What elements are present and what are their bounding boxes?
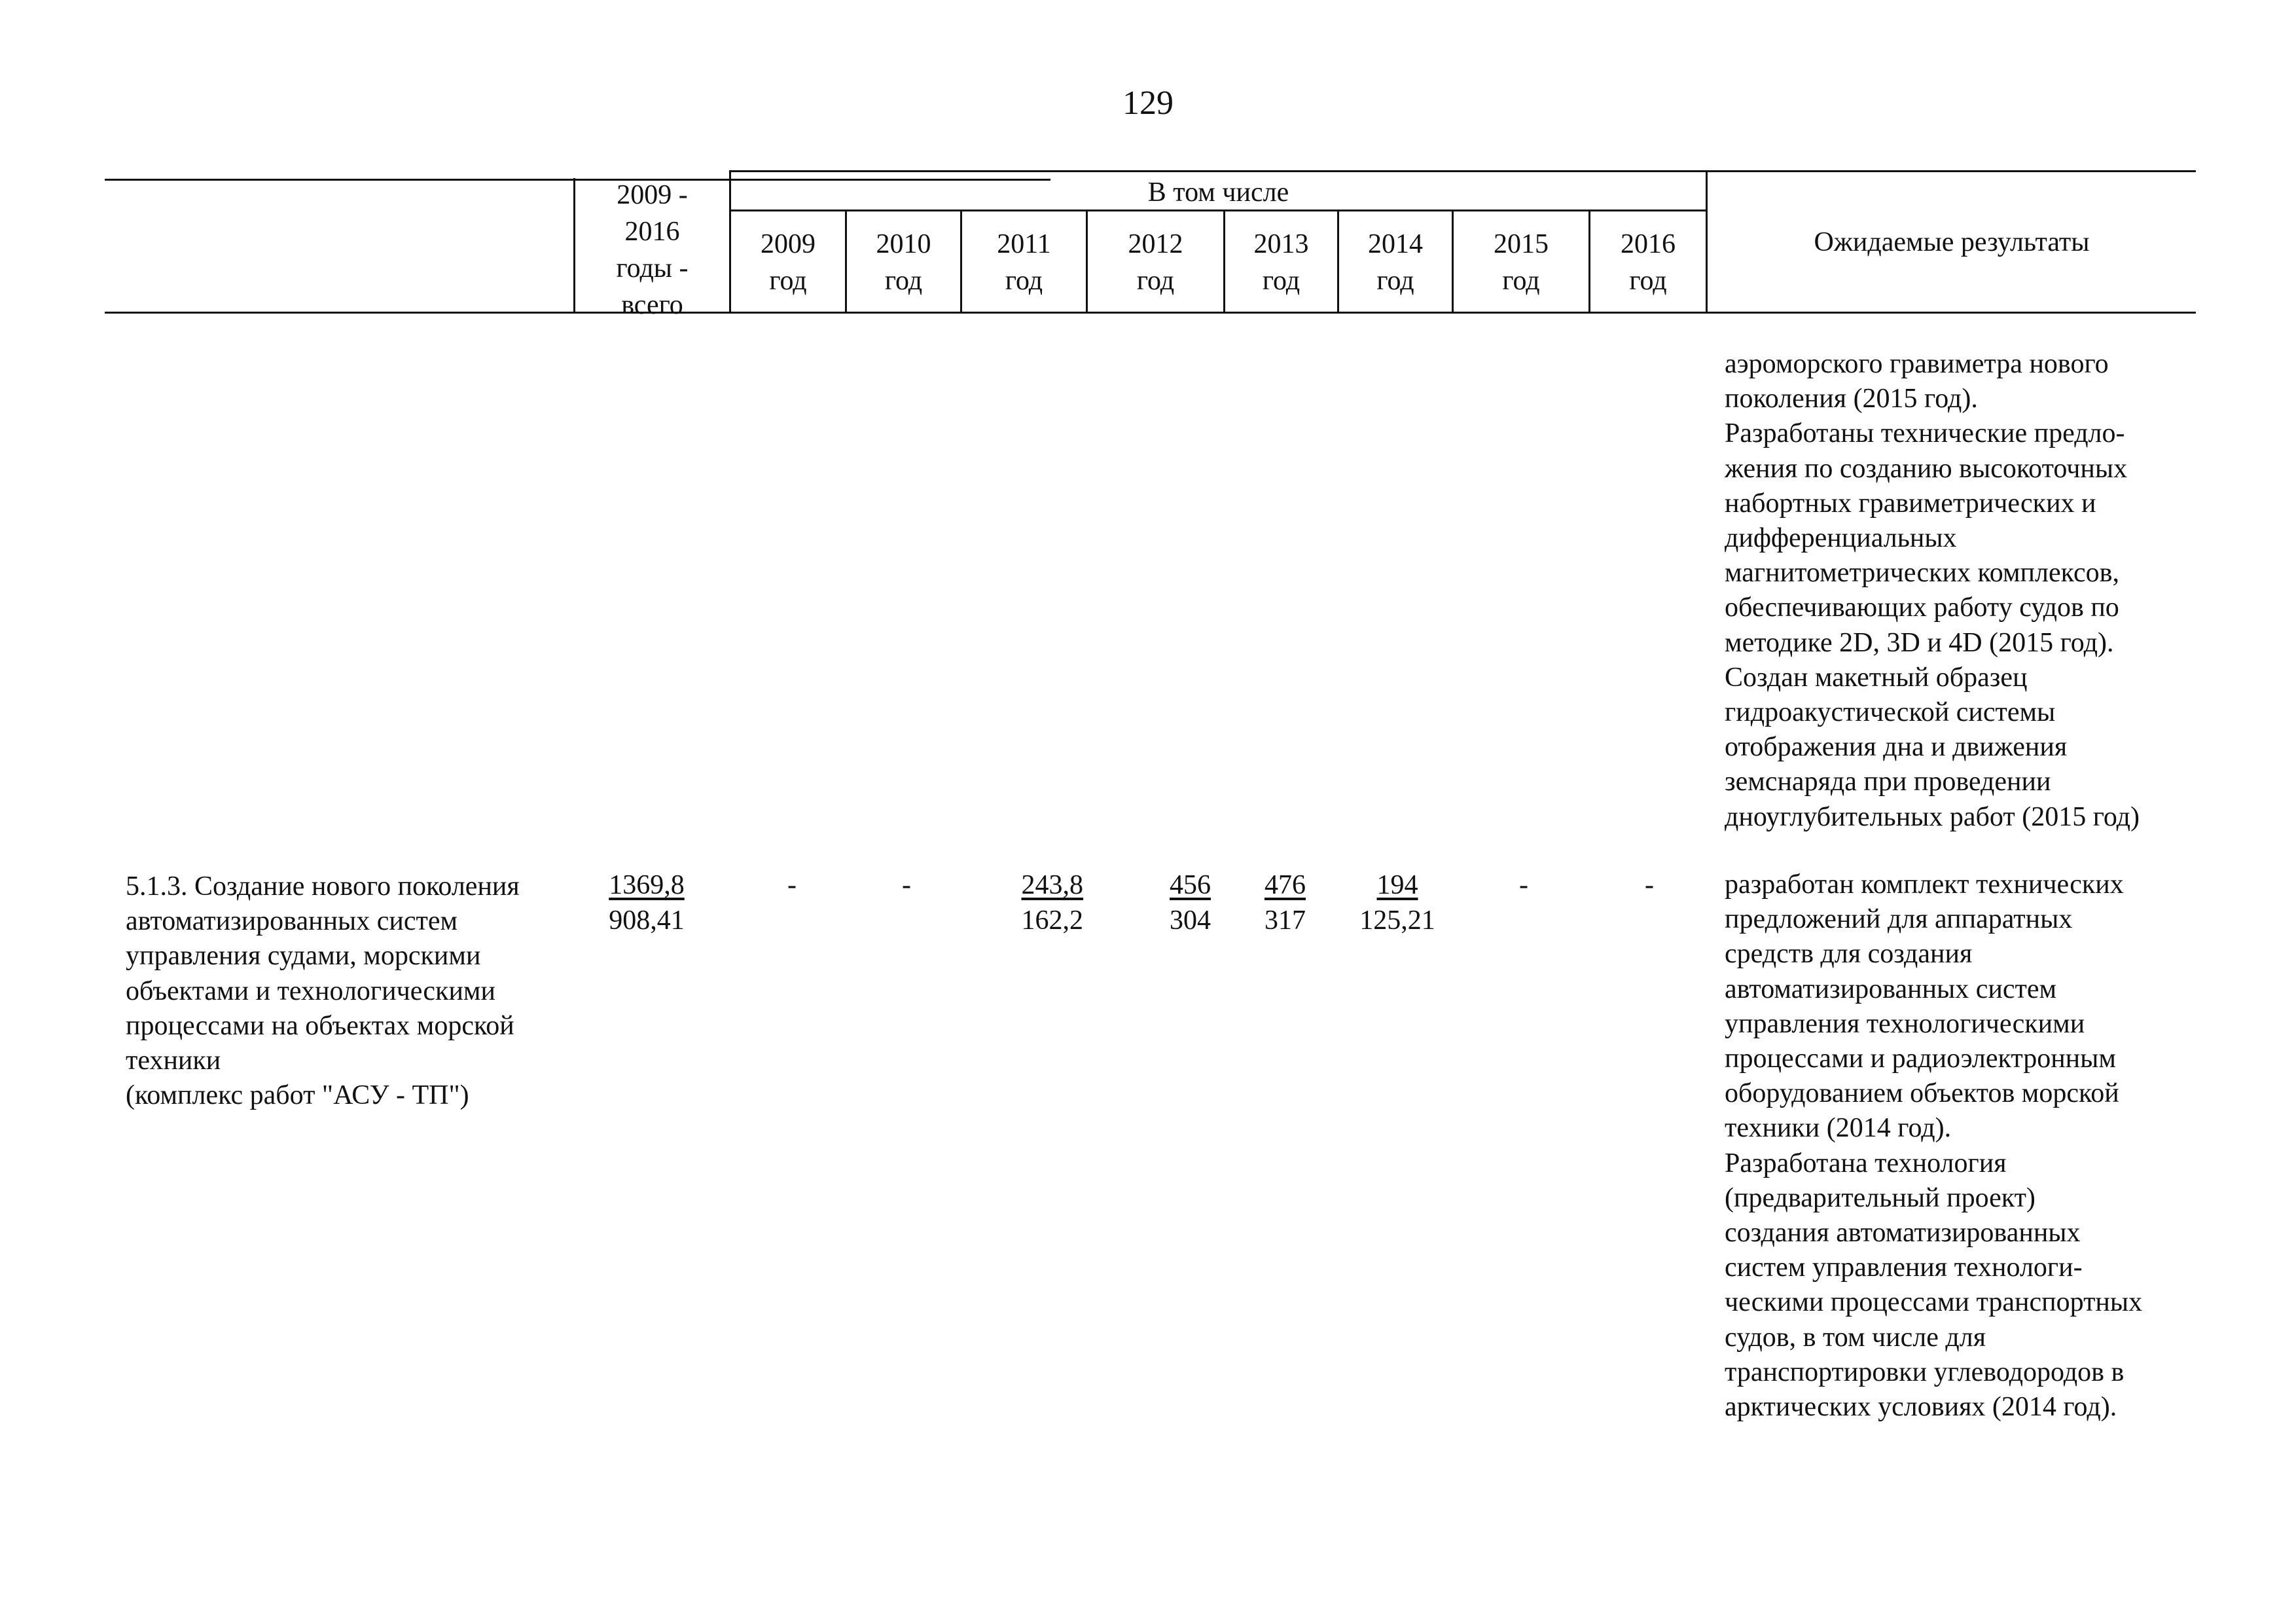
cell-2016: - [1645, 870, 1654, 900]
cell-2012: 456 304 [1170, 870, 1211, 936]
row-title: 5.1.3. Создание нового поколения автоматизированных систем управления судами, морскими объектами и технологическими процессами на объектах морской техники (комплекс работ "АСУ - ТП") [126, 871, 520, 1111]
header-group-label: В том числе [1147, 177, 1289, 208]
cell-2014: 194 125,21 [1359, 870, 1435, 936]
continued-results: аэроморского гравиметра нового поколения (2015 год). Разработаны технические предло- жения по созданию высокоточных набортных гравиметрических и дифференциальных магнитометрических комплексов, обеспечивающих работу судов по методике 2D, 3D и 4D (2015 год). Создан макетный образец гидроакустической системы отображения дна и движения земснаряда при проведении дноуглубительных работ (2015 год) [1725, 349, 2140, 832]
page-number: 129 [1122, 84, 1174, 122]
cell-2013: 476 317 [1265, 870, 1306, 936]
cell-2010: - [902, 870, 911, 900]
header-year-2009: 2009 год [761, 229, 816, 296]
header-year-2014: 2014 год [1368, 229, 1423, 296]
header-year-2016: 2016 год [1621, 229, 1676, 296]
header-top-rule-right [729, 170, 2196, 172]
cell-2011: 243,8 162,2 [1021, 870, 1083, 936]
header-total-col: 2009 - 2016 годы - всего [616, 180, 689, 320]
cell-2009: - [787, 870, 797, 900]
row-results: разработан комплект технических предложений для аппаратных средств для создания автоматизированных систем управления технологическими процессами и радиоэлектронным оборудованием объектов морской техники (2014 год). Разработана технология (предварительный проект) создания автоматизированных систем управления технологи- ческими процессами транспортных судов, в том числе для транспортировки углеводородов в арктических условиях (2014 год). [1725, 869, 2143, 1423]
header-year-2013: 2013 год [1253, 229, 1309, 296]
cell-total: 1369,8 908,41 [609, 870, 685, 936]
header-year-2015: 2015 год [1494, 229, 1549, 296]
cell-2015: - [1519, 870, 1528, 900]
header-year-2011: 2011 год [997, 229, 1051, 296]
header-year-2010: 2010 год [876, 229, 931, 296]
header-year-2012: 2012 год [1128, 229, 1183, 296]
header-results: Ожидаемые результаты [1814, 227, 2090, 257]
header-bottom-rule [105, 312, 2196, 314]
